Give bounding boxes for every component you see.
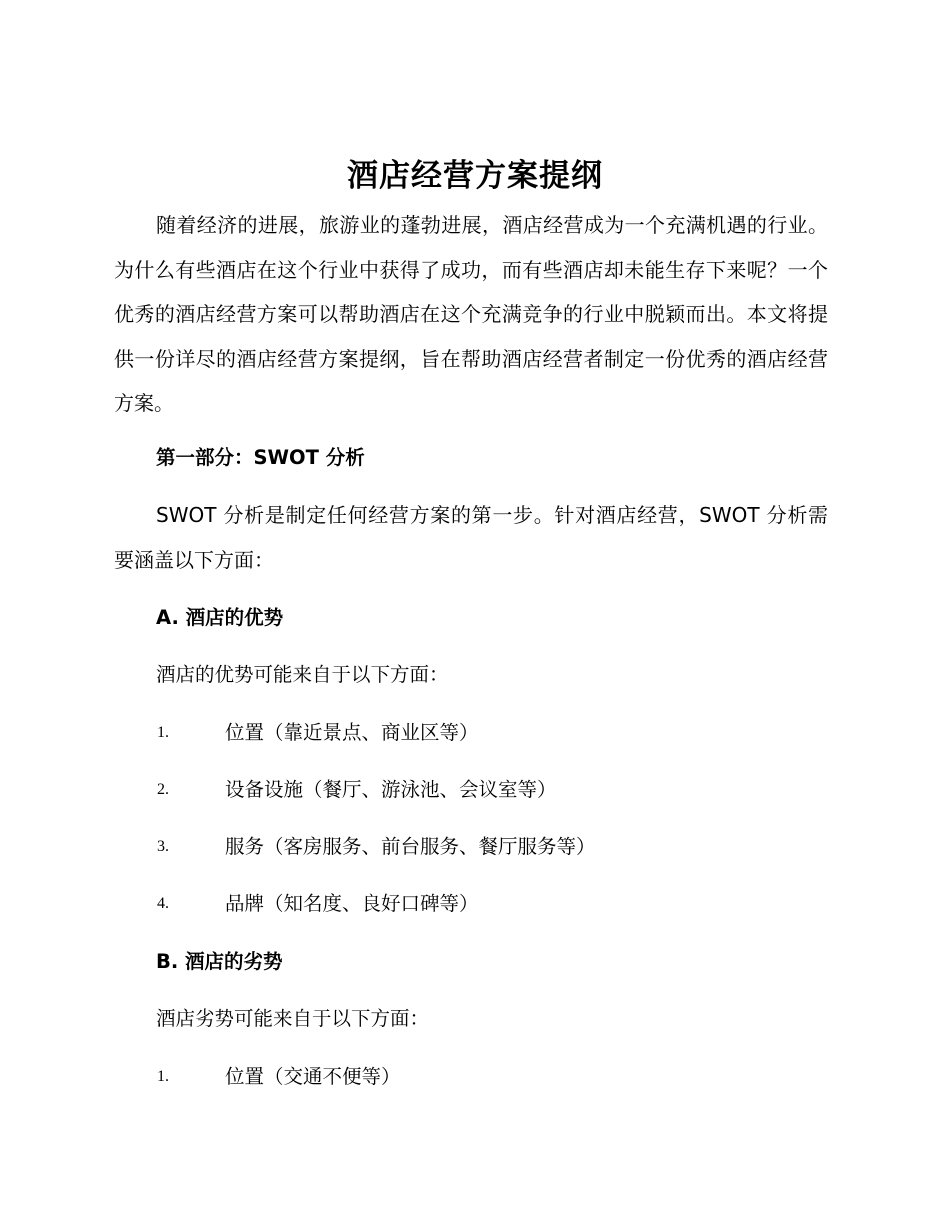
subheading-strengths: A. 酒店的优势 [156, 606, 284, 629]
intro-paragraph: 随着经济的进展，旅游业的蓬勃进展，酒店经营成为一个充满机遇的行业。为什么有些酒店在这个行业中获得了成功，而有些酒店却未能生存下来呢？一个优秀的酒店经营方案可以帮助酒店在这个充满竞争的行业中脱颖而出。本文将提供一份详尽的酒店经营方案提纲，旨在帮助酒店经营者制定一份优秀的酒店经营方案。 [114, 213, 828, 415]
document-title: 酒店经营方案提纲 [347, 158, 603, 194]
subheading-weaknesses: B. 酒店的劣势 [156, 950, 283, 973]
list-text: 位置（交通不便等） [225, 1065, 401, 1088]
list-text: 品牌（知名度、良好口碑等） [225, 892, 479, 915]
list-item [0, 889, 950, 919]
list-item [0, 832, 950, 862]
list-number: 4. [157, 895, 169, 912]
list-number: 3. [157, 838, 169, 855]
list-number: 1. [157, 1068, 169, 1085]
list-item [0, 718, 950, 748]
list-item [0, 775, 950, 805]
list-text: 位置（靠近景点、商业区等） [225, 721, 479, 744]
section-heading-swot: 第一部分：SWOT 分析 [156, 446, 365, 469]
strengths-lead: 酒店的优势可能来自于以下方面： [156, 663, 449, 686]
list-text: 设备设施（餐厅、游泳池、会议室等） [225, 778, 557, 801]
swot-paragraph: SWOT 分析是制定任何经营方案的第一步。针对酒店经营，SWOT 分析需要涵盖以下方面： [114, 503, 828, 572]
list-text: 服务（客房服务、前台服务、餐厅服务等） [225, 835, 596, 858]
list-number: 1. [157, 724, 169, 741]
weaknesses-lead: 酒店劣势可能来自于以下方面： [156, 1007, 430, 1030]
list-number: 2. [157, 781, 169, 798]
list-item [0, 1062, 950, 1092]
